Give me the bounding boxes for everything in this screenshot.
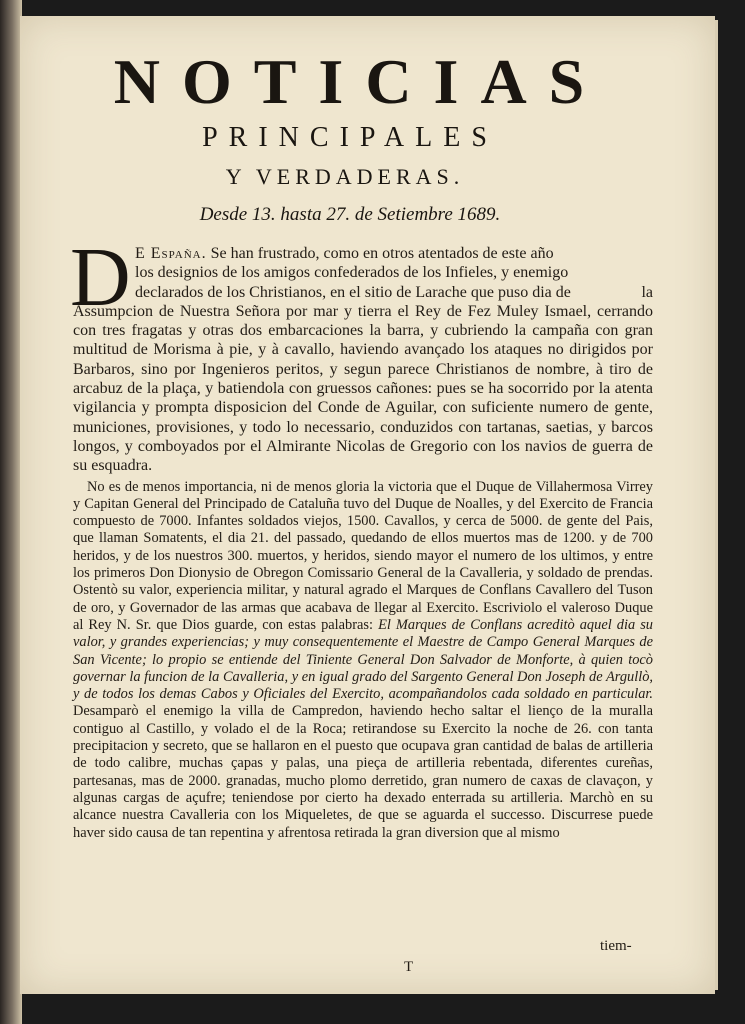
dateline: Desde 13. hasta 27. de Setiembre 1689. [199, 204, 501, 225]
article-body [73, 244, 653, 842]
paragraph1-line2: los designios de los amigos confederados de los Infieles, y enemigo [135, 264, 569, 282]
paragraph2-italic-quote: El Marques de Conflans acreditò aquel dia su valor, y grandes experiencias; y muy consequentemente el Maestre de Campo General Marques de San Vicente; lo propio se entiende del Tiniente General Don Salvador de Monforte, à quien tocò governar la funcion de la Cavalleria, y en igual grado del Sargento General Don Joseph de Argullò, y de todos los demas Cabos y Oficiales del Exercito, acompañandolos cada soldado en particular. [73, 616, 653, 703]
section-heading: E España. [135, 245, 207, 262]
book-spine [0, 0, 22, 1024]
paragraph-espana [73, 244, 653, 476]
subtitle-principales: PRINCIPALES [202, 122, 498, 153]
signature-mark: T [404, 959, 414, 975]
first-lines [73, 245, 554, 262]
page-title: NOTICIAS [113, 46, 607, 117]
paragraph2-part2: Desamparò el enemigo la villa de Campredon, haviendo hecho saltar el lienço de la muralla contiguo al Castillo, y volado el de la Roca; retirandose su Exercito la noche de 26. con tanta precipitacion y secreto, que se hallaron en el puesto que ocupava gran cantidad de balas de artilleria de todo calibre, muchas çapas y palas, una pieça de artilleria rebentada, diferentes cureñas, partesanas, mas de 2000. granadas, mucho plomo derretido, gran numero de caxas de clavaçon, y algunas cargas de açufre; teniendose por cierto ha dexado enterrada su artilleria. Marchò en su alcance nuestra Cavalleria con los Miqueletes, de que se aguarda el successo. Discurrese puede haver sido causa de tan repentina y afrentosa retirada la gran diversion que al mismo [73, 703, 653, 841]
paragraph1-lead: Se han frustrado, como en otros atentados de este año [206, 245, 554, 262]
subtitle-verdaderas: Y VERDADERAS. [225, 164, 465, 189]
drop-cap: D [70, 231, 131, 324]
catchword: tiem- [600, 938, 632, 954]
paragraph1-rest: la Assumpcion de Nuestra Señora por mar y tierra el Rey de Fez Muley Ismael, cerrando con tres fragatas y otras dos embarcaciones la barra, y cubriendo la campaña con gran multitud de Morisma à pie, y à cavallo, haviendo avançado los ataques no dirigidos por Barbaros, sino por Ingenieros peritos, y segun parece Christianos de nombre, à tiro de arcabuz de la plaça, y batiendola con gruessos cañones: pues se ha socorrido por la atenta vigilancia y prompta disposicion del Conde de Aguilar, con suficiente numero de gente, municiones, provisiones, y todo lo necessario, conduzidos con tartanas, saetias, y barcos longos, y comboyados por el Almirante Nicolas de Gregorio con los navios de guerra de su esquadra. [73, 283, 653, 475]
paragraph1-line3: declarados de los Christianos, en el sitio de Larache que puso dia de [135, 283, 571, 301]
paragraph2-part1: No es de menos importancia, ni de menos gloria la victoria que el Duque de Villahermosa Virrey y Capitan General del Principado de Cataluña tuvo del Duque de Noalles, y del Exercito de Francia compuesto de 7000. Infantes soldados viejos, 1500. Cavallos, y cerca de 5000. de gente del Pais, que llaman Somatents, el dia 21. del passado, quedando de ellos muertos mas de 1200. y de 700 heridos, y de los nuestros 300. muertos, y heridos, siendo mayor el numero de los ultimos, y entre los primeros Don Dionysio de Obregon Comissario General de la Cavalleria, y soldado de prendas. Ostentò su valor, experiencia militar, y natural agrado el Marques de Conflans Cavallero del Tuson de oro, y Governador de las armas que acabava de llegar al Exercito. Escriviolo el valeroso Duque al Rey N. Sr. que Dios guarde, con estas palabras: [73, 478, 653, 633]
paragraph-cataluna [73, 479, 653, 842]
